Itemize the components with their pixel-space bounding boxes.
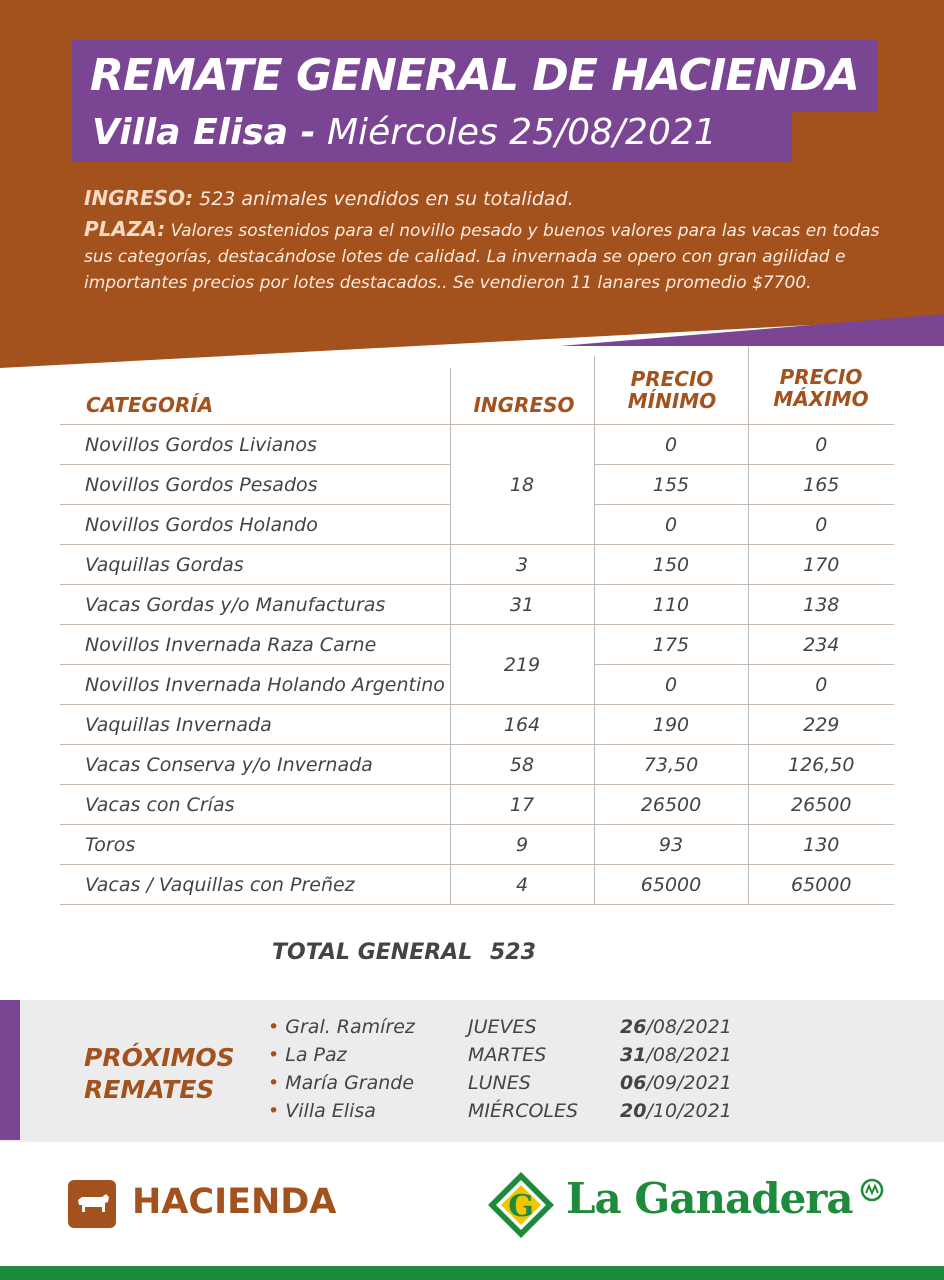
header-divider	[594, 356, 595, 424]
cell-max: 0	[748, 505, 894, 545]
cell-min: 150	[594, 545, 748, 585]
cell-categoria: Toros	[60, 825, 450, 865]
table-row	[60, 425, 894, 465]
ingreso-label: INGRESO:	[84, 186, 194, 210]
cell-categoria: Novillos Invernada Raza Carne	[60, 625, 450, 665]
cell-ingreso: 164	[450, 705, 594, 745]
cell-categoria: Vacas Conserva y/o Invernada	[60, 745, 450, 785]
brand-name: La Ganadera	[566, 1174, 853, 1223]
remate-day: MIÉRCOLES	[468, 1100, 579, 1122]
la-ganadera-logo	[486, 1170, 853, 1244]
cell-categoria: Novillos Gordos Holando	[60, 505, 450, 545]
page-title: REMATE GENERAL DE HACIENDA	[90, 50, 859, 101]
remate-place: Gral. Ramírez	[285, 1016, 415, 1038]
bullet-icon: •	[268, 1044, 280, 1066]
cell-categoria: Vacas con Crías	[60, 785, 450, 825]
location-label: Villa Elisa -	[92, 112, 316, 153]
price-table	[60, 340, 894, 905]
header-precio-minimo: PRECIO MÍNIMO	[627, 367, 717, 413]
cow-icon	[68, 1180, 116, 1228]
cell-max: 26500	[748, 785, 894, 825]
cell-min: 0	[594, 425, 748, 465]
header-divider	[748, 346, 749, 424]
bottom-bar	[0, 1266, 944, 1280]
cell-min: 175	[594, 625, 748, 665]
table-row	[60, 745, 894, 785]
remate-day: JUEVES	[468, 1016, 537, 1038]
cell-ingreso: 18	[450, 425, 594, 545]
list-item	[268, 1072, 732, 1094]
proximos-accent-bar	[0, 1000, 20, 1140]
cell-categoria: Vacas Gordas y/o Manufacturas	[60, 585, 450, 625]
cell-categoria: Novillos Gordos Pesados	[60, 465, 450, 505]
total-value: 523	[490, 940, 536, 965]
cell-ingreso: 219	[450, 625, 594, 705]
header-precio-maximo: PRECIO MÁXIMO	[773, 365, 869, 411]
remate-day: LUNES	[468, 1072, 531, 1094]
bullet-icon: •	[268, 1100, 280, 1122]
list-item	[268, 1044, 732, 1066]
cell-ingreso: 3	[450, 545, 594, 585]
table-row	[60, 625, 894, 665]
emblem-initial: G	[508, 1189, 534, 1224]
cell-max: 130	[748, 825, 894, 865]
remate-place: La Paz	[285, 1044, 347, 1066]
cell-max: 229	[748, 705, 894, 745]
cell-min: 73,50	[594, 745, 748, 785]
cell-ingreso: 9	[450, 825, 594, 865]
cell-categoria: Vaquillas Invernada	[60, 705, 450, 745]
remate-date: 31/08/2021	[620, 1044, 732, 1066]
cell-min: 0	[594, 665, 748, 705]
table-row	[60, 585, 894, 625]
bullet-icon: •	[268, 1016, 280, 1038]
ganadera-emblem-icon	[486, 1170, 556, 1240]
bullet-icon: •	[268, 1072, 280, 1094]
header-ingreso: INGRESO	[473, 393, 575, 417]
table-row	[60, 545, 894, 585]
cell-ingreso: 4	[450, 865, 594, 905]
remate-place: María Grande	[285, 1072, 415, 1094]
cell-min: 155	[594, 465, 748, 505]
remate-date: 20/10/2021	[620, 1100, 732, 1122]
cell-ingreso: 58	[450, 745, 594, 785]
cell-max: 138	[748, 585, 894, 625]
price-table-body	[60, 424, 894, 905]
header-categoria: CATEGORÍA	[86, 393, 214, 417]
table-header	[60, 340, 894, 424]
cell-categoria: Vaquillas Gordas	[60, 545, 450, 585]
cell-max: 126,50	[748, 745, 894, 785]
acsa-mark-icon	[860, 1178, 884, 1202]
total-label: TOTAL GENERAL	[272, 940, 473, 965]
cell-categoria: Vacas / Vaquillas con Preñez	[60, 865, 450, 905]
table-row	[60, 785, 894, 825]
ingreso-text: 523 animales vendidos en su totalidad.	[199, 188, 574, 210]
cell-min: 93	[594, 825, 748, 865]
cell-ingreso: 17	[450, 785, 594, 825]
proximos-title: PRÓXIMOS REMATES	[84, 1043, 235, 1104]
remate-place: Villa Elisa	[285, 1100, 376, 1122]
table-row	[60, 825, 894, 865]
cell-categoria: Novillos Gordos Livianos	[60, 425, 450, 465]
cell-min: 65000	[594, 865, 748, 905]
remate-day: MARTES	[468, 1044, 547, 1066]
cell-max: 165	[748, 465, 894, 505]
cell-max: 234	[748, 625, 894, 665]
table-row	[60, 705, 894, 745]
cell-max: 65000	[748, 865, 894, 905]
cell-min: 110	[594, 585, 748, 625]
date-label: Miércoles 25/08/2021	[327, 112, 717, 153]
plaza-text: Valores sostenidos para el novillo pesado y buenos valores para las vacas en todas sus categorías, destacándose lotes de calidad. La invernada se opero con gran agilidad e importantes precios por lotes destacados.. Se vendieron 11 lanares promedio $7700.	[84, 221, 880, 293]
cell-categoria: Novillos Invernada Holando Argentino	[60, 665, 450, 705]
remate-date: 26/08/2021	[620, 1016, 732, 1038]
page-subtitle	[92, 112, 717, 153]
hacienda-label: HACIENDA	[132, 1182, 337, 1222]
plaza-label: PLAZA:	[84, 217, 166, 241]
list-item	[268, 1100, 732, 1122]
cell-max: 0	[748, 425, 894, 465]
table-row	[60, 865, 894, 905]
cell-max: 0	[748, 665, 894, 705]
total-general	[272, 940, 536, 965]
cell-min: 190	[594, 705, 748, 745]
cell-min: 0	[594, 505, 748, 545]
list-item	[268, 1016, 732, 1038]
cell-min: 26500	[594, 785, 748, 825]
remate-date: 06/09/2021	[620, 1072, 732, 1094]
cell-ingreso: 31	[450, 585, 594, 625]
intro-text	[84, 186, 904, 296]
header-divider	[450, 368, 451, 424]
cell-max: 170	[748, 545, 894, 585]
